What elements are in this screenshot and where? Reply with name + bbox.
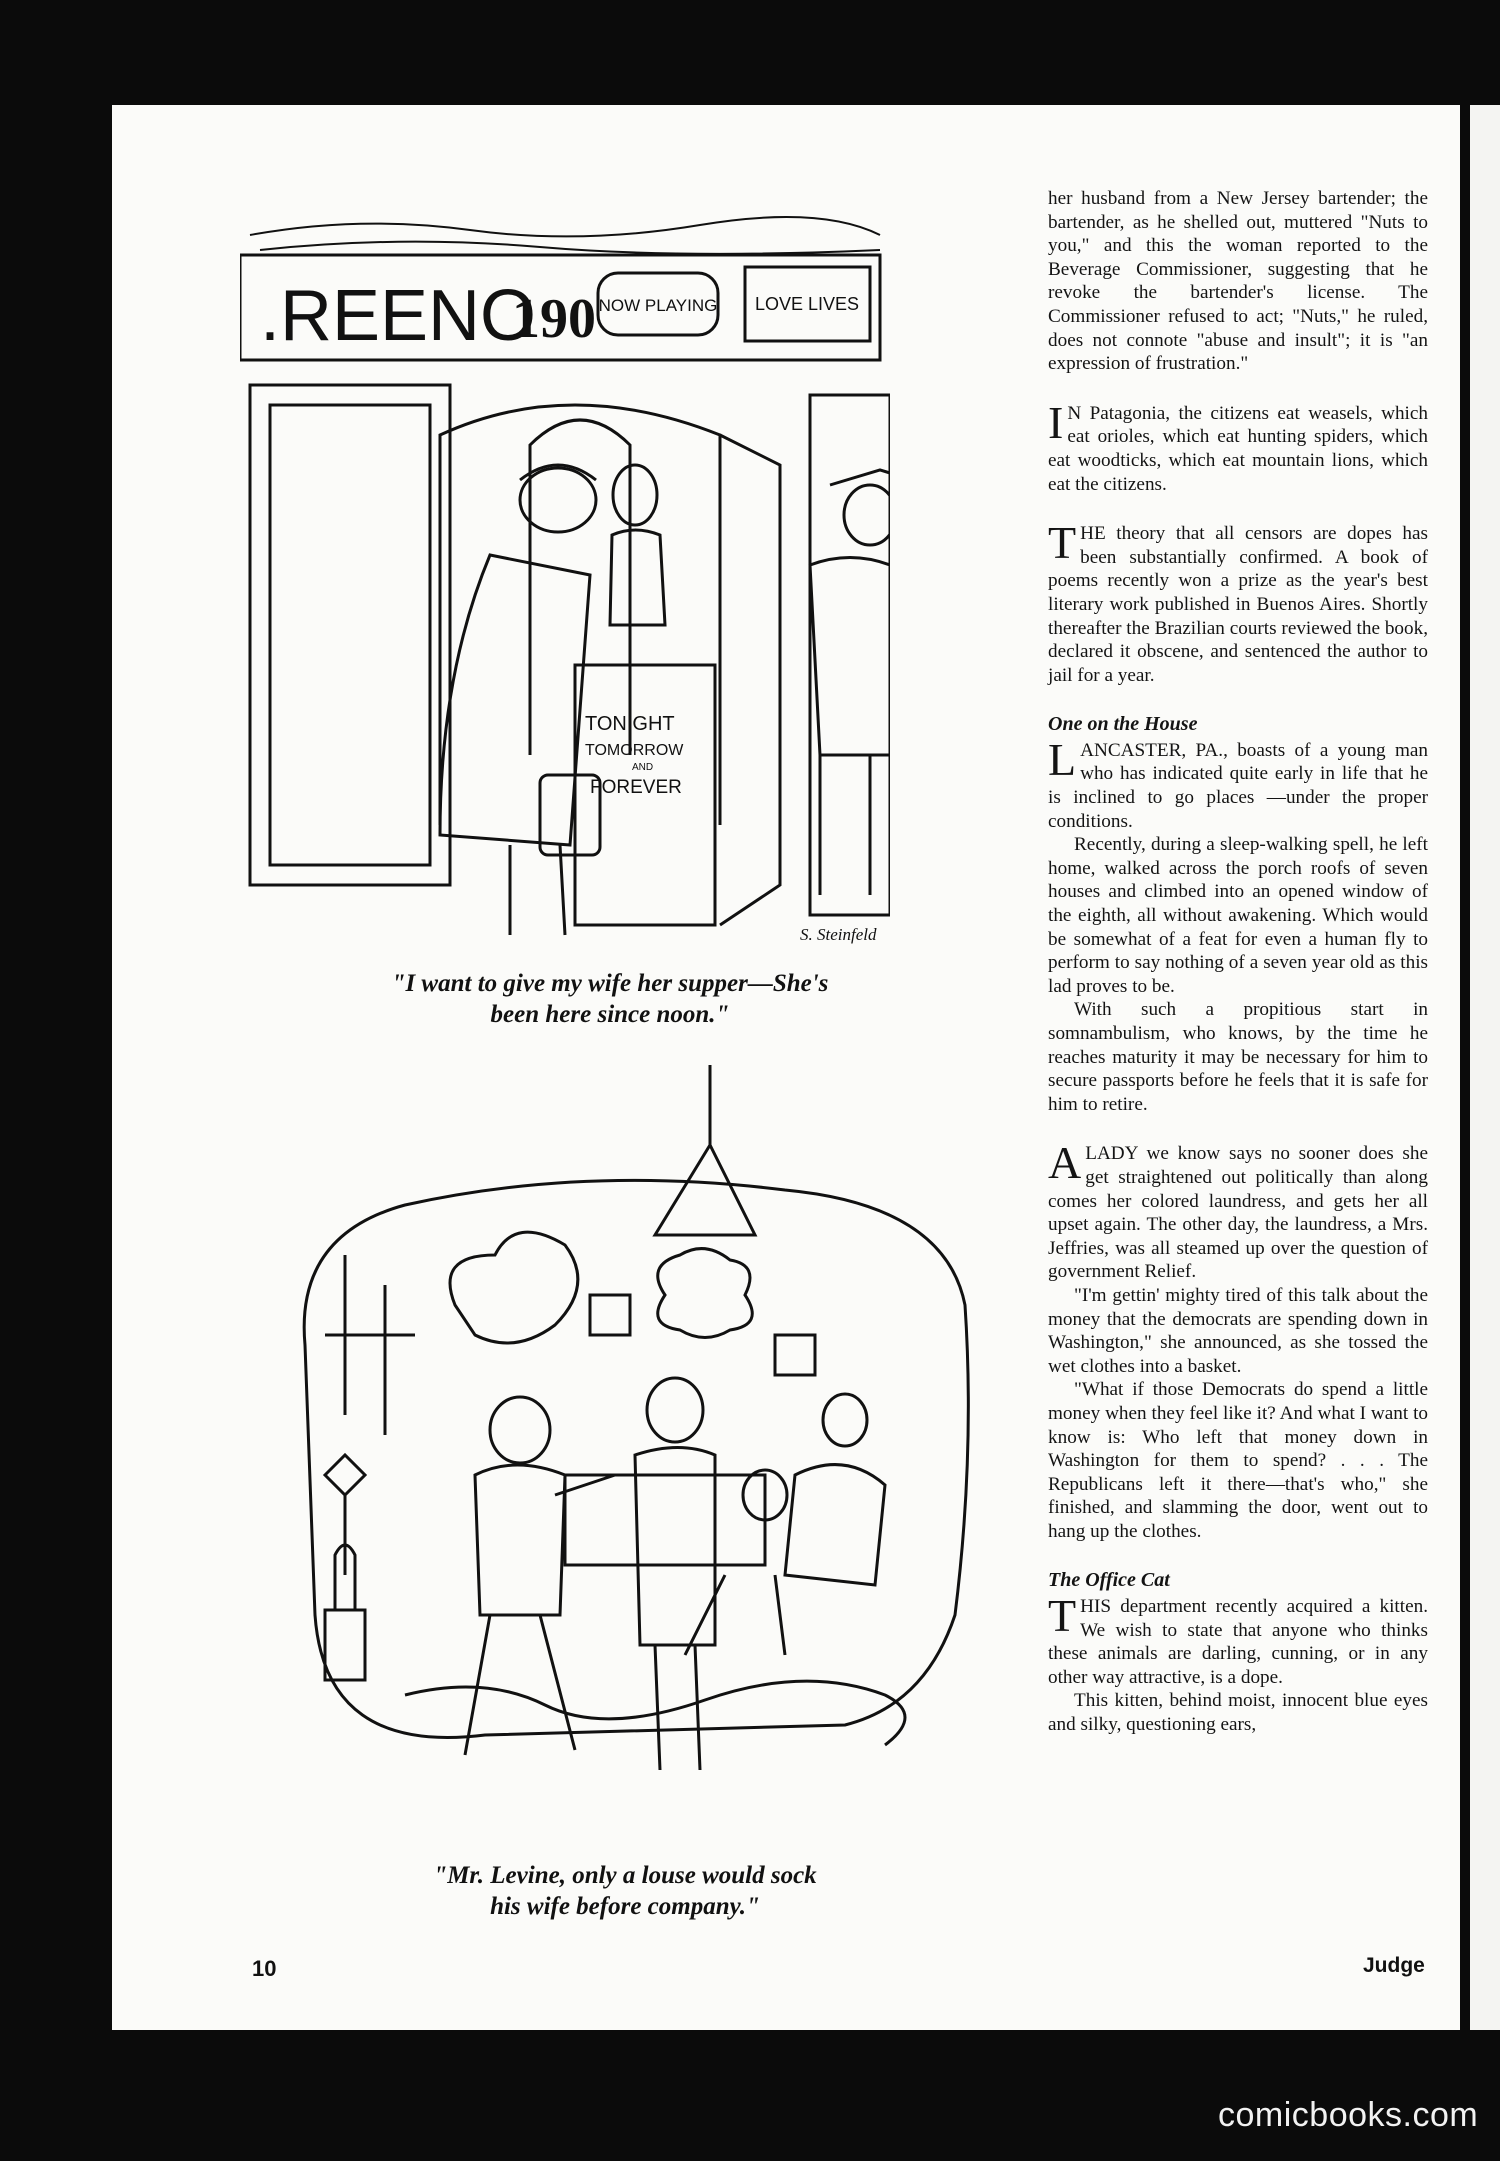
paragraph-censors: THE theory that all censors are dopes has been substantially confirmed. A book of poems recently won a prize as the year's best literary work published in Buenos Aires. Shortly thereafter the Brazilian courts reviewed the book, declared it obscene, and sentenced the author to jail for a year. [1048, 517, 1428, 686]
cartoon-signature: S. Steinfeld [800, 925, 877, 944]
paragraph-patagonia: I N Patagonia, the citizens eat weasels, which eat orioles, which eat hunting spiders, which eat woodticks, which eat mountain lions, which eat the citizens. [1048, 396, 1428, 495]
paragraph-lancaster: LANCASTER, PA., boasts of a young man who has indicated quite early in life that he is inclined to go places —under the proper conditions. [1048, 733, 1428, 832]
cartoon-living-room [285, 1055, 985, 1855]
now-playing-sign: NOW PLAYING [598, 296, 718, 315]
site-watermark: comicbooks.com [1218, 2096, 1479, 2134]
drop-cap: T [1048, 1590, 1077, 1642]
magazine-name: Judge [1363, 1954, 1425, 1977]
booth-sign-forever: FOREVER [590, 777, 682, 798]
paragraph-kitten: THIS department recently acquired a kitten. We wish to state that anyone who thinks these animals are darling, cunning, or in any other way attractive, is a dope. [1048, 1590, 1428, 1688]
section-heading-office-cat: The Office Cat [1048, 1569, 1170, 1592]
drop-cap: L [1048, 733, 1077, 785]
cartoon2-caption-line1: "Mr. Levine, only a louse would sock [433, 1862, 817, 1889]
marquee-sign-text: .REENO [260, 276, 537, 356]
booth-sign-and: AND [632, 762, 654, 773]
cartoon2-caption-line2: his wife before company." [490, 1893, 760, 1920]
living-room-drawing [285, 1055, 985, 1855]
facing-page-edge [1470, 105, 1500, 2030]
paragraph-bartender: her husband from a New Jersey bartender; the bartender, as he shelled out, muttered "Nuts to you," and this the woman reported to the Beverage Commissioner, suggesting that he revoke the bartender's license. The Commissioner refused to act; "Nuts," he ruled, does not connote "abuse and insult"; it is "an expression of frustration." [1048, 188, 1428, 375]
drop-cap: I [1048, 396, 1064, 448]
page-number: 10 [252, 1956, 277, 1981]
paragraph-sleepwalking: Recently, during a sleep-walking spell, he left home, walked across the porch roofs of seven houses and climbed into an opened window of the eighth, all without awakening. Which would be somewhat of a feat for even a human fly to perform to say nothing of a seven year old as this lad proves to be. [1048, 834, 1428, 997]
booth-sign-tonight: TONIGHT [585, 713, 675, 735]
love-lives-poster: LOVE LIVES [754, 294, 860, 314]
drop-cap: T [1048, 517, 1077, 569]
cartoon2-caption [390, 1860, 860, 1922]
cartoon1-caption-line2: been here since noon." [490, 1001, 730, 1028]
paragraph-kitten-eyes: This kitten, behind moist, innocent blue eyes and silky, questioning ears, [1048, 1690, 1428, 1736]
paragraph-gettin-tired: "I'm gettin' mighty tired of this talk about the money that the democrats are spending down in Washington," she announced, as she tossed the wet clothes into a basket. [1048, 1284, 1428, 1377]
booth-sign-tomorrow: TOMORROW [585, 742, 684, 759]
cartoon-box-office [240, 195, 890, 955]
marquee-address: 190 [512, 288, 596, 350]
paragraph-democrats: "What if those Democrats do spend a little money when they feel like it? And what I want to know is: Who left that money down in Washington for them to spend? . . . The Republicans left it there—that's who," she finished, and slamming the door, went out to hang up the clothes. [1048, 1379, 1428, 1542]
drop-cap: A [1048, 1137, 1082, 1189]
paragraph-somnambulism: With such a propitious start in somnambulism, who knows, by the time he reaches maturity it may be necessary for him to secure passports before he feels that it is safe for him to retire. [1048, 999, 1428, 1115]
section-heading-one-on-the-house: One on the House [1048, 713, 1198, 736]
box-office-drawing [240, 195, 890, 955]
cartoon1-caption [340, 968, 880, 1030]
cartoon1-caption-line1: "I want to give my wife her supper—She's [391, 970, 829, 997]
article-column [1048, 187, 1428, 1737]
paragraph-lady: A LADY we know says no sooner does she get straightened out politically than along comes her colored laundress, and gets her all upset again. The other day, the laundress, a Mrs. Jeffries, was all steamed up over the question of government Relief. [1048, 1137, 1428, 1283]
